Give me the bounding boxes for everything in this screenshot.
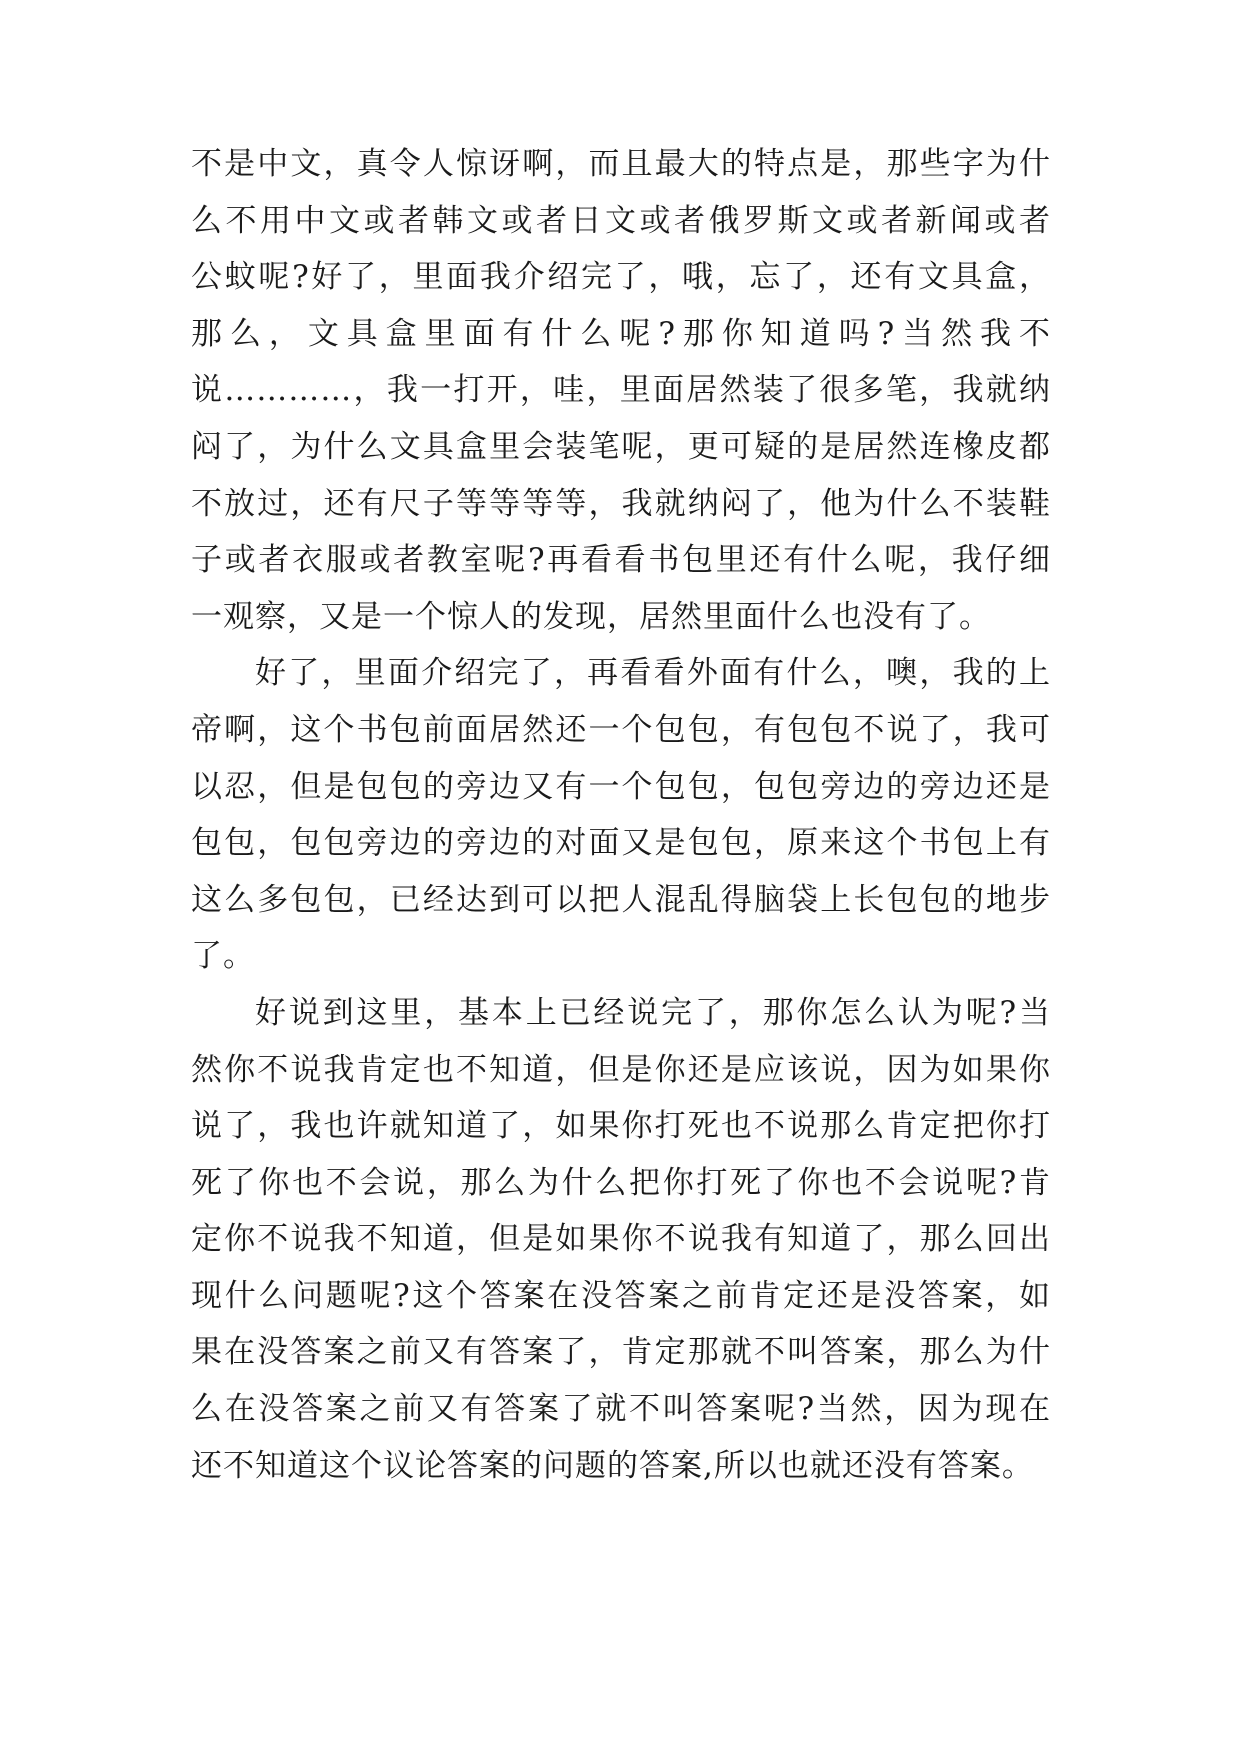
text-line: 不是中文，真令人惊讶啊，而且最大的特点是，那些字为什 — [191, 146, 1051, 182]
text-line: 么在没答案之前又有答案了就不叫答案呢?当然，因为现在 — [191, 1391, 1051, 1428]
text-line: 说…………，我一打开，哇，里面居然装了很多笔，我就纳 — [191, 372, 1051, 409]
text-line: 包包，包包旁边的旁边的对面又是包包，原来这个书包上有 — [191, 825, 1051, 862]
paragraph-3 — [191, 985, 1051, 1494]
text-line: 还不知道这个议论答案的问题的答案,所以也就还没有答案。 — [191, 1447, 1034, 1484]
text-line: 那么，文具盒里面有什么呢?那你知道吗?当然我不 — [191, 315, 1051, 352]
paragraph-2 — [191, 645, 1051, 985]
text-line: 了。 — [191, 938, 255, 975]
text-line: 好了，里面介绍完了，再看看外面有什么，噢，我的上 — [255, 655, 1051, 692]
text-line: 闷了，为什么文具盒里会装笔呢，更可疑的是居然连橡皮都 — [191, 428, 1051, 465]
text-line: 说了，我也许就知道了，如果你打死也不说那么肯定把你打 — [191, 1108, 1051, 1145]
paragraph-1 — [191, 136, 1051, 645]
text-line: 死了你也不会说，那么为什么把你打死了你也不会说呢?肯 — [191, 1164, 1051, 1201]
text-line: 帝啊，这个书包前面居然还一个包包，有包包不说了，我可 — [191, 711, 1051, 748]
text-line: 好说到这里，基本上已经说完了，那你怎么认为呢?当 — [255, 994, 1051, 1031]
text-line: 么不用中文或者韩文或者日文或者俄罗斯文或者新闻或者 — [191, 202, 1051, 239]
text-line: 子或者衣服或者教室呢?再看看书包里还有什么呢，我仔细 — [191, 542, 1051, 579]
text-line: 不放过，还有尺子等等等等，我就纳闷了，他为什么不装鞋 — [191, 485, 1051, 522]
text-line: 这么多包包，已经达到可以把人混乱得脑袋上长包包的地步 — [191, 881, 1051, 918]
text-line: 以忍，但是包包的旁边又有一个包包，包包旁边的旁边还是 — [191, 768, 1051, 805]
text-line: 公蚊呢?好了，里面我介绍完了，哦，忘了，还有文具盒， — [191, 259, 1051, 296]
text-line: 一观察，又是一个惊人的发现，居然里面什么也没有了。 — [191, 598, 991, 635]
text-line: 现什么问题呢?这个答案在没答案之前肯定还是没答案，如 — [191, 1277, 1051, 1314]
text-line: 然你不说我肯定也不知道，但是你还是应该说，因为如果你 — [191, 1051, 1051, 1088]
text-line: 果在没答案之前又有答案了，肯定那就不叫答案，那么为什 — [191, 1334, 1051, 1371]
body-text — [191, 136, 1051, 1494]
text-line: 定你不说我不知道，但是如果你不说我有知道了，那么回出 — [191, 1221, 1051, 1258]
